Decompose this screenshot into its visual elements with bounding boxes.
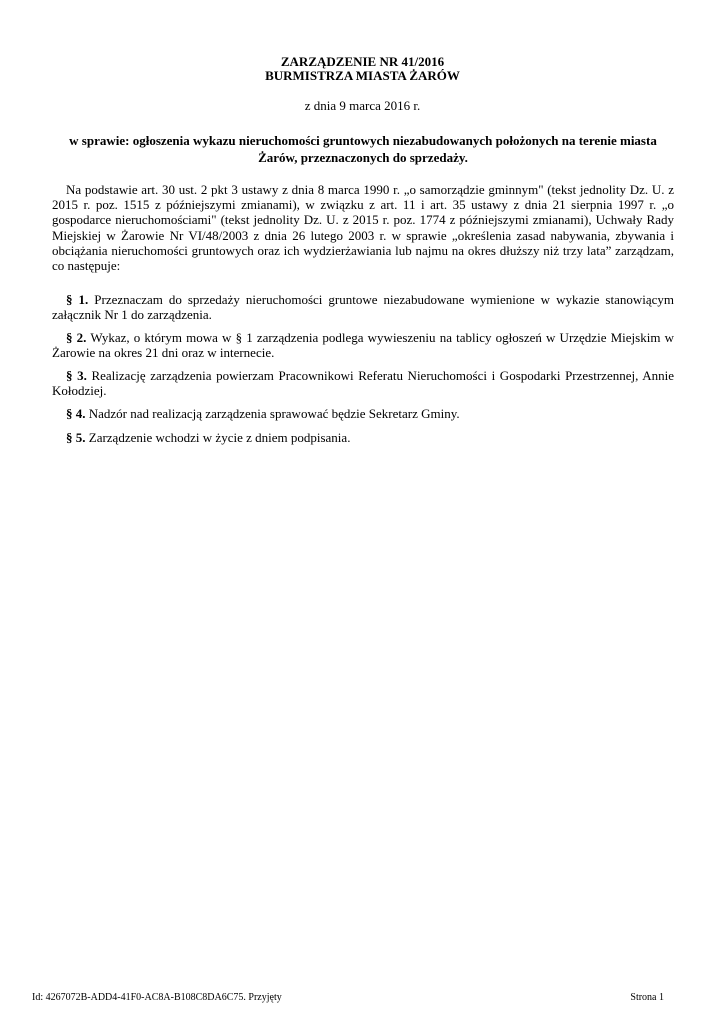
document-title-line2: BURMISTRZA MIASTA ŻARÓW (265, 68, 460, 83)
paragraph-4-text: Nadzór nad realizacją zarządzenia sprawować będzie Sekretarz Gminy. (85, 406, 460, 421)
paragraph-1 (52, 292, 674, 322)
paragraph-5-label: § 5. (66, 430, 86, 445)
intro-paragraph: Na podstawie art. 30 ust. 2 pkt 3 ustawy z dnia 8 marca 1990 r. „o samorządzie gminnym" (tekst jednolity Dz. U. z 2015 r. poz. 1515 z późniejszymi zmianami), w związku z art. 11 i art. 35 ustawy z dnia 21 sierpnia 1997 r. „o gospodarce nieruchomościami" (tekst jednolity Dz. U. z 2015 r. poz. 1774 z późniejszymi zmianami), Uchwały Rady Miejskiej w Żarowie Nr VI/48/2003 z dnia 26 lutego 2003 r. w sprawie „określenia zasad nabywania, zbywania i obciążania nieruchomości gruntowych oraz ich wydzierżawiania lub najmu na okres dłuższy niż trzy lata” zarządzam, co następuje: (52, 182, 674, 274)
paragraph-2 (52, 330, 674, 360)
paragraph-5 (52, 430, 674, 445)
document-subject: w sprawie: ogłoszenia wykazu nieruchomości gruntowych niezabudowanych położonych na terenie miasta Żarów, przeznaczonych do sprzedaży. (69, 133, 657, 165)
document-title-line1: ZARZĄDZENIE NR 41/2016 (280, 54, 445, 69)
document-date: z dnia 9 marca 2016 r. (304, 98, 421, 113)
paragraph-5-text: Zarządzenie wchodzi w życie z dniem podpisania. (85, 430, 351, 445)
paragraph-1-text: Przeznaczam do sprzedaży nieruchomości gruntowe niezabudowane wymienione w wykazie stanowiącym załącznik Nr 1 do zarządzenia. (52, 292, 674, 323)
paragraph-1-label: § 1. (66, 292, 89, 307)
paragraph-2-label: § 2. (66, 330, 87, 345)
footer-document-id: Id: 4267072B-ADD4-41F0-AC8A-B108C8DA6C75. Przyjęty (32, 992, 282, 1003)
paragraph-4 (52, 406, 674, 421)
paragraph-3-text: Realizację zarządzenia powierzam Pracownikowi Referatu Nieruchomości i Gospodarki Przestrzennej, Annie Kołodziej. (52, 368, 674, 399)
footer-page-number: Strona 1 (630, 992, 664, 1003)
paragraph-2-text: Wykaz, o którym mowa w § 1 zarządzenia podlega wywieszeniu na tablicy ogłoszeń w Urzędzie Miejskim w Żarowie na okres 21 dni oraz w internecie. (52, 330, 674, 361)
paragraph-3 (52, 368, 674, 398)
paragraph-3-label: § 3. (66, 368, 87, 383)
paragraph-4-label: § 4. (66, 406, 86, 421)
